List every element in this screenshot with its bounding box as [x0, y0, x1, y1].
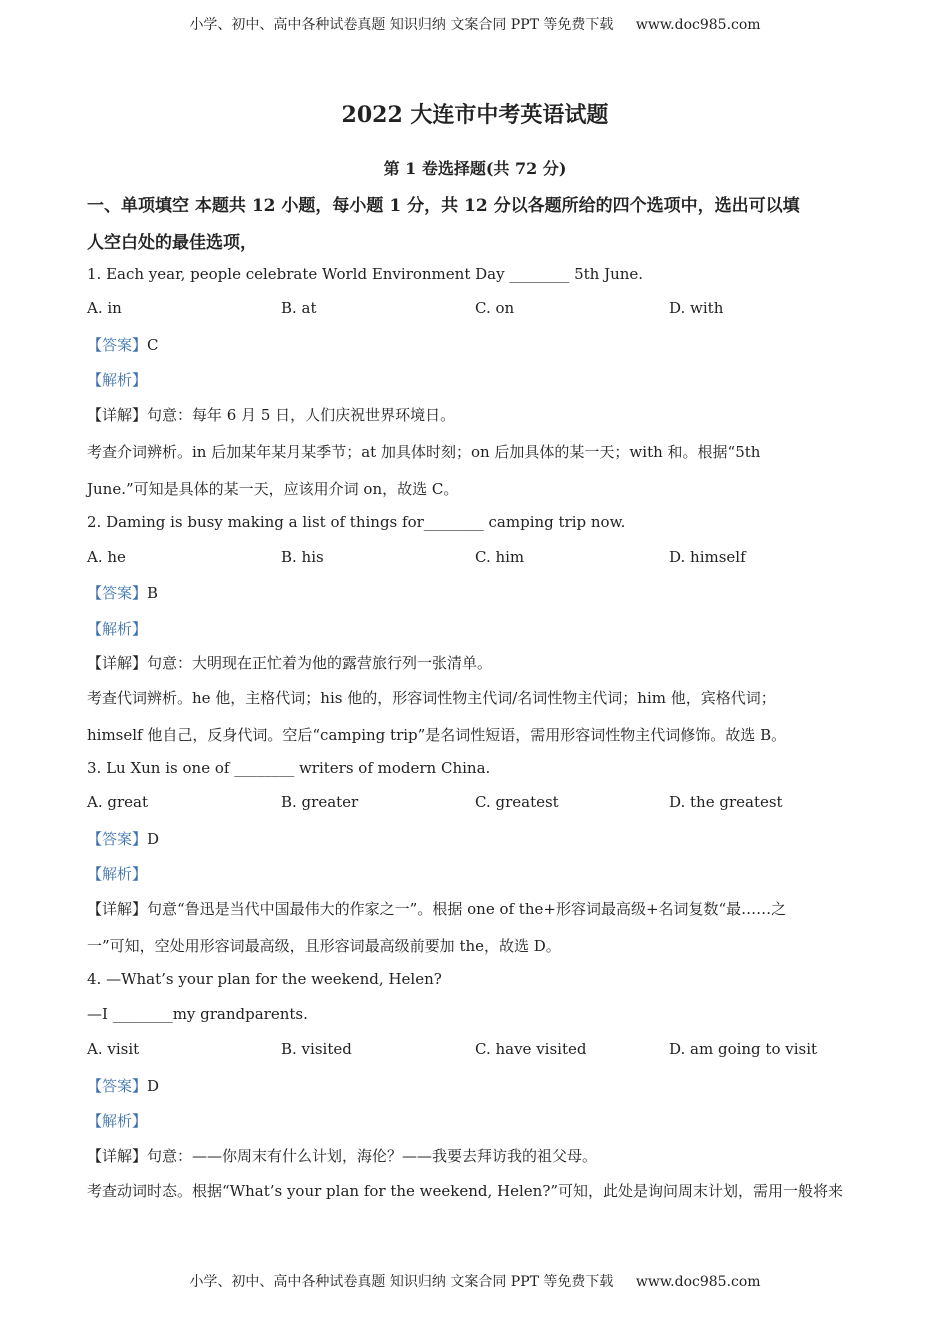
question-2-analysis	[87, 618, 147, 639]
question-2-option-c: C. him	[475, 548, 525, 566]
question-3-option-a: A. great	[87, 793, 148, 811]
question-1-option-b: B. at	[281, 299, 317, 317]
question-1-option-d: D. with	[669, 299, 724, 317]
question-2-answer	[87, 582, 158, 603]
answer-label: 【答案】	[87, 584, 148, 602]
answer-value: D	[147, 1077, 160, 1095]
section-heading-line2: 人空白处的最佳选项，	[87, 233, 257, 253]
header-text: 小学、初中、高中各种试卷真题 知识归纳 文案合同 PPT 等免费下载	[189, 17, 614, 33]
question-2-detail	[87, 652, 492, 673]
answer-label: 【答案】	[87, 1077, 148, 1095]
footer-text: 小学、初中、高中各种试卷真题 知识归纳 文案合同 PPT 等免费下载	[189, 1274, 614, 1290]
question-4-text-2: —I ________my grandparents.	[87, 1005, 308, 1023]
page-title: 2022 大连市中考英语试题	[341, 102, 609, 128]
analysis-label: 【解析】	[87, 865, 148, 883]
question-3-text: 3. Lu Xun is one of ________ writers of modern China.	[87, 759, 491, 777]
detail-text: 句意：——你周末有什么计划，海伦？——我要去拜访我的祖父母。	[147, 1147, 598, 1165]
question-4-option-a: A. visit	[87, 1040, 140, 1058]
analysis-label: 【解析】	[87, 371, 148, 389]
question-4-analysis	[87, 1110, 147, 1131]
question-4-option-c: C. have visited	[475, 1040, 587, 1058]
detail-text: 句意：每年 6 月 5 日，人们庆祝世界环境日。	[147, 406, 456, 424]
page-header	[0, 14, 950, 34]
question-1-option-a: A. in	[87, 299, 122, 317]
answer-label: 【答案】	[87, 830, 148, 848]
question-2-option-b: B. his	[281, 548, 324, 566]
page-subtitle: 第 1 卷选择题(共 72 分)	[383, 159, 567, 178]
question-3-detail	[87, 898, 786, 919]
detail-label: 【详解】	[87, 654, 148, 672]
question-2-text: 2. Daming is busy making a list of things for________ camping trip now.	[87, 513, 626, 531]
question-1-text: 1. Each year, people celebrate World Environment Day ________ 5th June.	[87, 265, 644, 283]
detail-label: 【详解】	[87, 406, 148, 424]
answer-value: D	[147, 830, 160, 848]
question-2-explain-1: 考查代词辨析。he 他，主格代词；his 他的，形容词性物主代词/名词性物主代词；him 他，宾格代词；	[87, 689, 776, 707]
question-1-explain-2: June.”可知是具体的某一天，应该用介词 on，故选 C。	[87, 480, 459, 498]
analysis-label: 【解析】	[87, 620, 148, 638]
question-1-analysis	[87, 369, 147, 390]
question-4-detail	[87, 1145, 597, 1166]
question-3-answer	[87, 828, 159, 849]
answer-value: C	[147, 336, 159, 354]
question-1-option-c: C. on	[475, 299, 515, 317]
detail-text: 句意：大明现在正忙着为他的露营旅行列一张清单。	[147, 654, 493, 672]
question-1-explain-1: 考查介词辨析。in 后加某年某月某季节；at 加具体时刻；on 后加具体的某一天；with 和。根据“5th	[87, 443, 761, 461]
question-4-option-d: D. am going to visit	[669, 1040, 818, 1058]
question-3-explain-1: 一”可知，空处用形容词最高级，且形容词最高级前要加 the，故选 D。	[87, 937, 561, 955]
detail-label: 【详解】	[87, 1147, 148, 1165]
answer-label: 【答案】	[87, 336, 148, 354]
page-footer	[0, 1271, 950, 1291]
question-3-analysis	[87, 863, 147, 884]
question-4-explain-1: 考查动词时态。根据“What’s your plan for the weekend, Helen?”可知，此处是询问周末计划，需用一般将来	[87, 1182, 844, 1200]
question-2-option-a: A. he	[87, 548, 126, 566]
question-3-option-b: B. greater	[281, 793, 359, 811]
analysis-label: 【解析】	[87, 1112, 148, 1130]
question-1-detail	[87, 404, 455, 425]
question-4-option-b: B. visited	[281, 1040, 352, 1058]
detail-text: 句意“鲁迅是当代中国最伟大的作家之一”。根据 one of the+形容词最高级+名词复数“最……之	[147, 900, 787, 918]
question-3-option-d: D. the greatest	[669, 793, 783, 811]
question-2-explain-2: himself 他自己，反身代词。空后“camping trip”是名词性短语，需用形容词性物主代词修饰。故选 B。	[87, 726, 787, 744]
answer-value: B	[147, 584, 159, 602]
question-2-option-d: D. himself	[669, 548, 746, 566]
question-3-option-c: C. greatest	[475, 793, 559, 811]
detail-label: 【详解】	[87, 900, 148, 918]
question-4-text: 4. —What’s your plan for the weekend, Helen?	[87, 970, 442, 988]
footer-site-link[interactable]: www.doc985.com	[635, 1274, 761, 1290]
header-site-link[interactable]: www.doc985.com	[635, 17, 761, 33]
question-4-answer	[87, 1075, 159, 1096]
question-1-answer	[87, 334, 159, 355]
section-heading-line1: 一、单项填空 本题共 12 小题，每小题 1 分，共 12 分以各题所给的四个选项中，选出可以填	[87, 196, 800, 216]
